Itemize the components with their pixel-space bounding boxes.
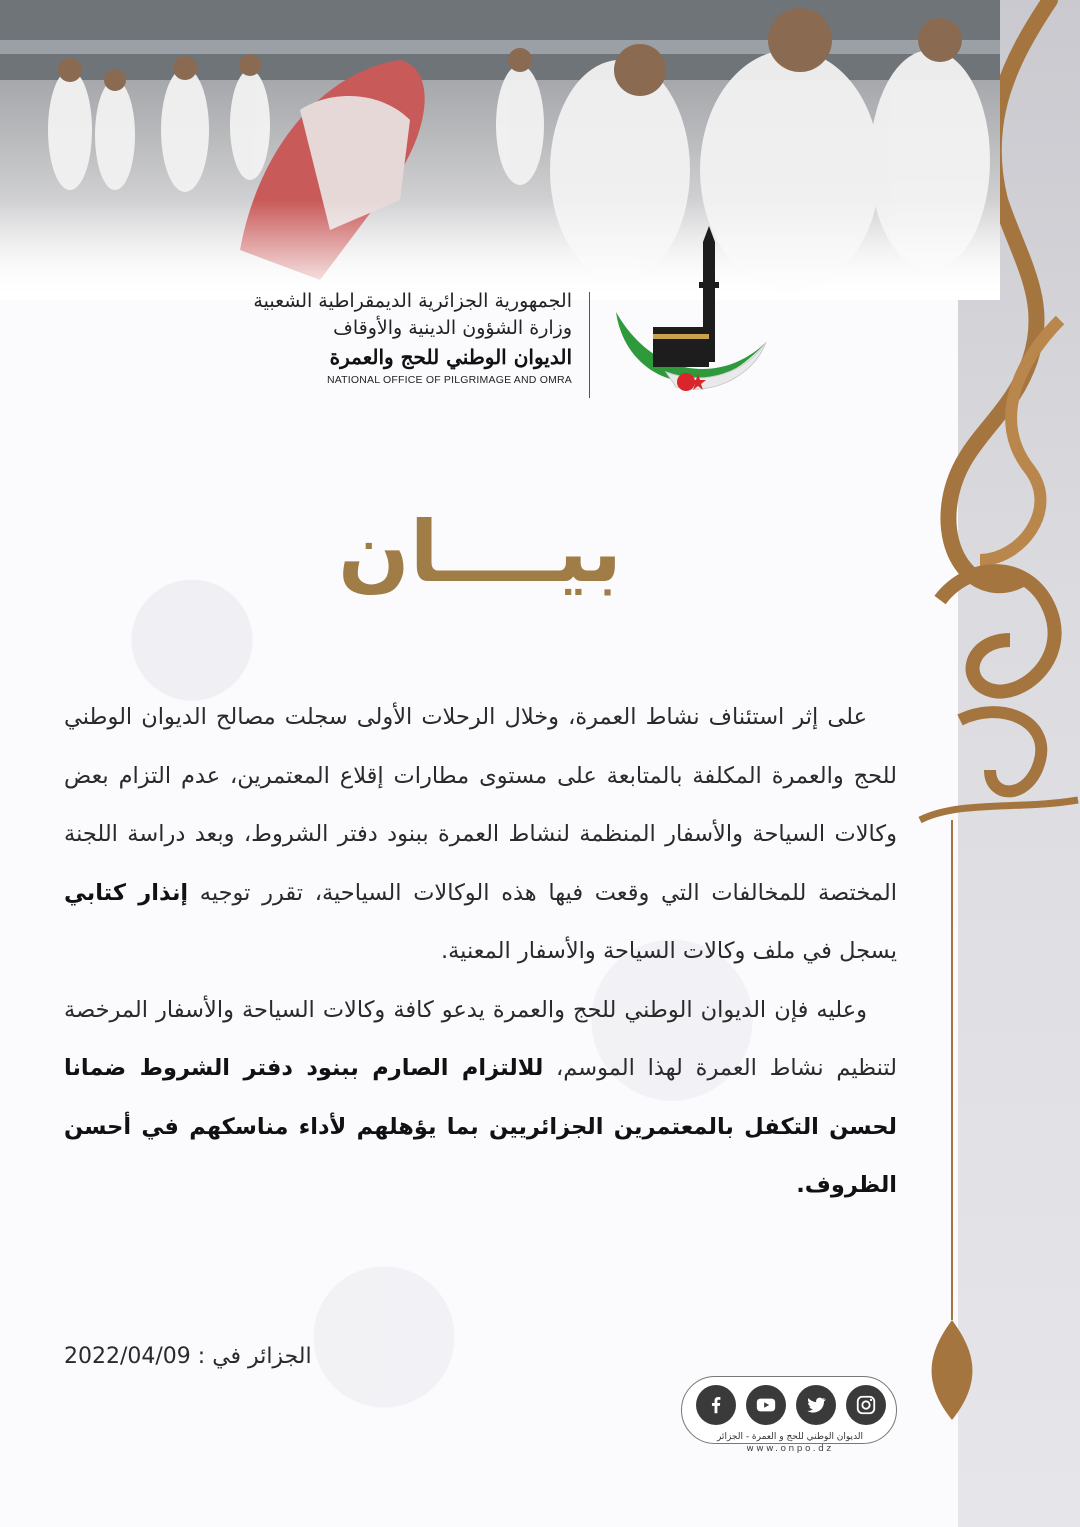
social-icons (696, 1385, 886, 1425)
header-divider (589, 292, 590, 398)
header-block (250, 288, 572, 386)
paragraph-1-text-end: يسجل في ملف وكالات السياحة والأسفار المعنية. (440, 938, 897, 964)
date-line: الجزائر في : 2022/04/09 (64, 1344, 312, 1369)
ministry-name: وزارة الشؤون الدينية والأوقاف (333, 317, 572, 339)
paragraph-1-emphasis: إنذار كتابي (64, 879, 189, 906)
social-caption (690, 1431, 890, 1455)
office-name-arabic: الديوان الوطني للحج والعمرة (329, 345, 572, 369)
social-caption-name: الديوان الوطني للحج و العمرة - الجزائر (716, 1432, 864, 1442)
statement-body (64, 688, 897, 1215)
paragraph-2-emphasis: للالتزام الصارم ببنود دفتر الشروط ضمانا لحسن التكفل بالمعتمرين الجزائريين بما يؤهلهم لأداء مناسكهم في أحسن الظروف. (64, 1055, 897, 1198)
instagram-icon[interactable] (846, 1385, 886, 1425)
paragraph-2 (64, 981, 897, 1215)
website-url[interactable]: www.onpo.dz (746, 1444, 834, 1454)
hero-photo (0, 0, 1000, 300)
onpo-logo (606, 222, 776, 412)
paragraph-2-text: وعليه فإن الديوان الوطني للحج والعمرة يدعو كافة وكالات السياحة والأسفار المرخصة لتنظيم نشاط العمرة لهذا الموسم، (64, 996, 897, 1081)
office-name-english: NATIONAL OFFICE OF PILGRIMAGE AND OMRA (326, 374, 572, 386)
republic-name: الجمهورية الجزائرية الديمقراطية الشعبية (253, 290, 572, 312)
paragraph-1-text: على إثر استئناف نشاط العمرة، وخلال الرحلات الأولى سجلت مصالح الديوان الوطني للحج والعمرة المكلفة بالمتابعة على مستوى مطارات إقلاع المعتمرين، عدم التزام بعض وكالات السياحة والأسفار المنظمة لنشاط العمرة ببنود دفتر الشروط، وبعد دراسة اللجنة المختصة للمخالفات التي وقعت فيها هذه الوكالات السياحية، تقرر توجيه (64, 704, 897, 906)
paragraph-1 (64, 688, 897, 981)
twitter-icon[interactable] (796, 1385, 836, 1425)
facebook-icon[interactable] (696, 1385, 736, 1425)
youtube-icon[interactable] (746, 1385, 786, 1425)
page-title: بيــــان (338, 503, 622, 601)
